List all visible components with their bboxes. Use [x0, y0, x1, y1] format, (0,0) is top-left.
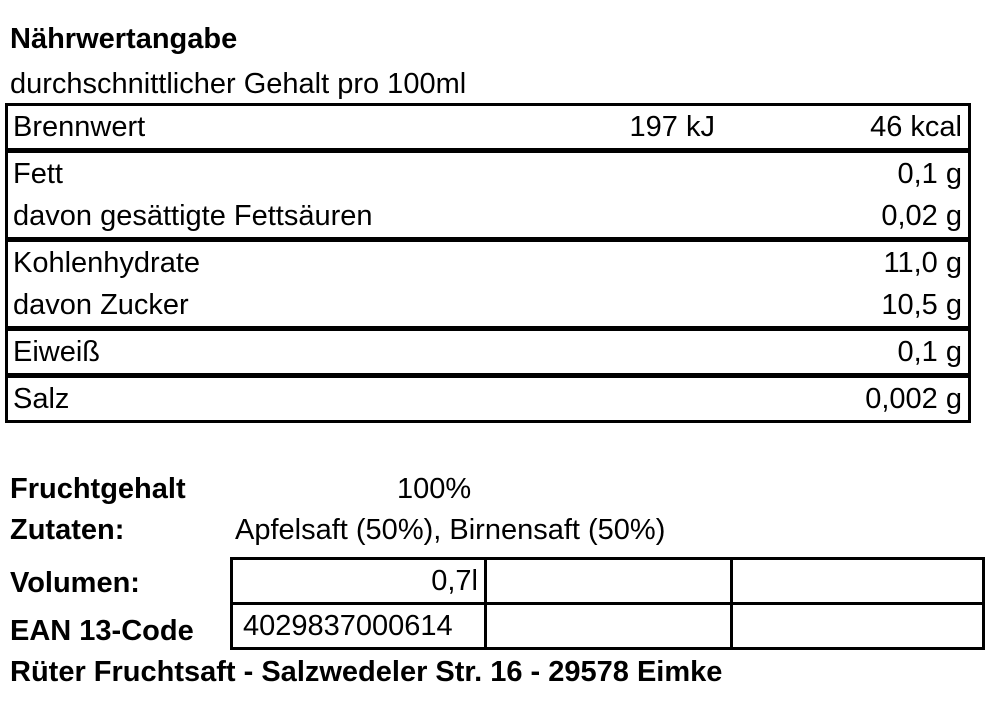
- fruchtgehalt-value: 100%: [397, 473, 472, 505]
- empty-cell: [732, 604, 984, 649]
- nutrition-section-salt: [5, 375, 971, 423]
- nutrient-value: 11,0 g: [883, 246, 962, 279]
- zutaten-label: Zutaten:: [10, 514, 125, 546]
- fruchtgehalt-label: Fruchtgehalt: [10, 473, 186, 505]
- empty-cell: [732, 559, 984, 604]
- nutrition-section-fat: [5, 150, 971, 240]
- table-row-volumen: [232, 559, 984, 604]
- nutrition-section-energy: [5, 103, 971, 151]
- volumen-value-cell: 0,7l: [232, 559, 486, 604]
- table-row-fett: [8, 153, 968, 195]
- product-data-table: [230, 557, 985, 650]
- nutrient-name: Fett: [13, 157, 63, 190]
- table-row-gesaettigte-fettsaeuren: [8, 195, 968, 237]
- nutrient-value: 0,002 g: [865, 382, 962, 415]
- nutrient-name: Brennwert: [13, 110, 146, 143]
- nutrient-name: Kohlenhydrate: [13, 246, 201, 279]
- nutrient-value-kcal: 46 kcal: [870, 110, 962, 143]
- table-row-brennwert: [8, 106, 968, 148]
- ean-label: EAN 13-Code: [10, 615, 194, 647]
- nutrient-name: davon Zucker: [13, 288, 189, 321]
- nutrient-value: 0,02 g: [881, 199, 962, 232]
- table-row-zucker: [8, 284, 968, 326]
- page-title: Nährwertangabe: [10, 23, 238, 55]
- nutrition-table: [5, 103, 971, 423]
- ean-value-cell: 4029837000614: [232, 604, 486, 649]
- nutrition-section-carbs: [5, 239, 971, 329]
- zutaten-value: Apfelsaft (50%), Birnensaft (50%): [235, 514, 666, 546]
- manufacturer-address: Rüter Fruchtsaft - Salzwedeler Str. 16 - 29578 Eimke: [10, 656, 723, 688]
- nutrient-value: 0,1 g: [897, 335, 962, 368]
- table-row-eiweiss: [8, 331, 968, 373]
- nutrient-value-kj: 197 kJ: [629, 110, 715, 143]
- nutrient-value: 10,5 g: [881, 288, 962, 321]
- nutrient-name: Eiweiß: [13, 335, 101, 368]
- empty-cell: [486, 559, 732, 604]
- table-row-salz: [8, 378, 968, 420]
- nutrient-name: Salz: [13, 382, 70, 415]
- table-row-kohlenhydrate: [8, 242, 968, 284]
- empty-cell: [486, 604, 732, 649]
- nutrient-name: davon gesättigte Fettsäuren: [13, 199, 373, 232]
- volumen-label: Volumen:: [10, 567, 140, 599]
- page-subtitle: durchschnittlicher Gehalt pro 100ml: [10, 68, 467, 100]
- nutrient-value: 0,1 g: [897, 157, 962, 190]
- nutrition-section-protein: [5, 328, 971, 376]
- table-row-ean: [232, 604, 984, 649]
